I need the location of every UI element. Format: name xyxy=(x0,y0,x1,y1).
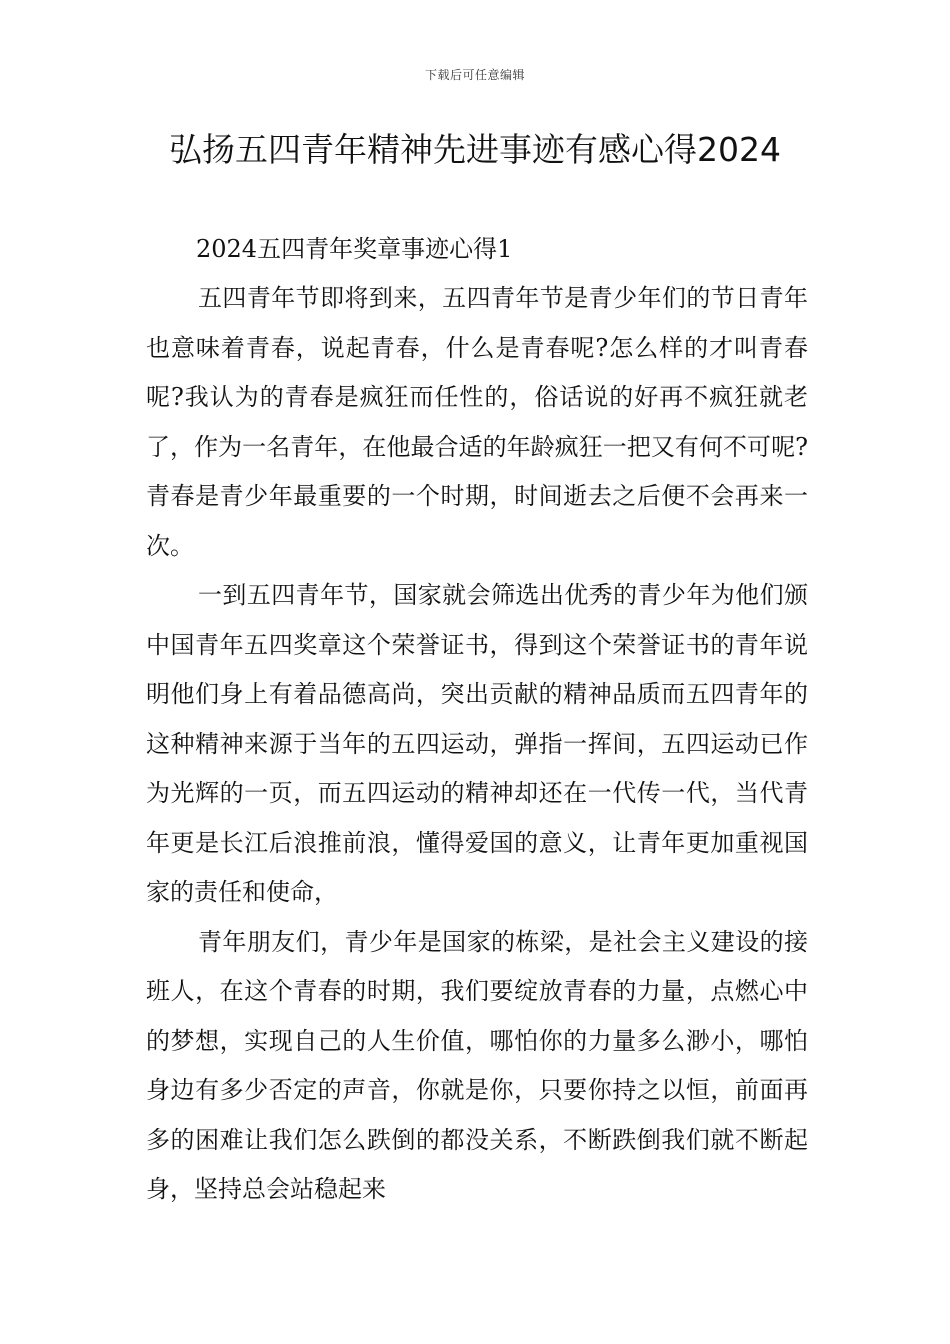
paragraph-1: 五四青年节即将到来，五四青年节是青少年们的节日青年也意味着青春，说起青春，什么是青春呢?怎么样的才叫青春呢?我认为的青春是疯狂而任性的，俗话说的好再不疯狂就老了，作为一名青年，在他最合适的年龄疯狂一把又有何不可呢?青春是青少年最重要的一个时期，时间逝去之后便不会再来一次。 xyxy=(146,284,808,560)
document-body xyxy=(146,224,808,1215)
document-title: 弘扬五四青年精神先进事迹有感心得2024 xyxy=(169,130,781,169)
paragraph-2: 一到五四青年节，国家就会筛选出优秀的青少年为他们颁中国青年五四奖章这个荣誉证书，得到这个荣誉证书的青年说明他们身上有着品德高尚，突出贡献的精神品质而五四青年的这种精神来源于当年的五四运动，弹指一挥间，五四运动已作为光辉的一页，而五四运动的精神却还在一代传一代，当代青年更是长江后浪推前浪，懂得爱国的意义，让青年更加重视国家的责任和使命， xyxy=(146,581,808,906)
section-subheading: 2024五四青年奖章事迹心得1 xyxy=(196,235,513,263)
paragraph-3: 青年朋友们，青少年是国家的栋梁，是社会主义建设的接班人，在这个青春的时期，我们要绽放青春的力量，点燃心中的梦想，实现自己的人生价值，哪怕你的力量多么渺小，哪怕身边有多少否定的声音，你就是你，只要你持之以恒，前面再多的困难让我们怎么跌倒的都没关系，不断跌倒我们就不断起身，坚持总会站稳起来 xyxy=(146,927,808,1203)
header-note: 下载后可任意编辑 xyxy=(424,68,525,82)
